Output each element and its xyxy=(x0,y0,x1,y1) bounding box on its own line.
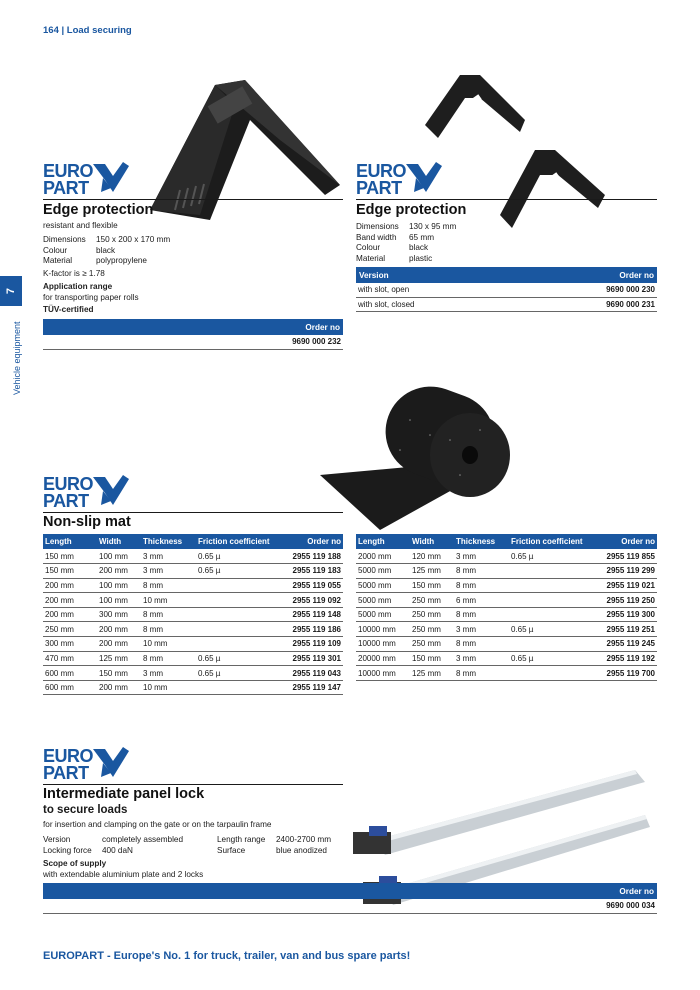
order-number: 2955 119 186 xyxy=(280,622,343,637)
logo-text-line2: PART xyxy=(356,178,402,198)
table-row[interactable] xyxy=(43,899,657,914)
spec-key: Dimensions xyxy=(43,235,86,244)
table-row[interactable] xyxy=(43,666,343,681)
edge2-title: Edge protection xyxy=(356,202,467,218)
logo-mark-icon xyxy=(91,473,131,509)
edge1-app-text: for transporting paper rolls xyxy=(43,293,139,302)
edge1-specs xyxy=(43,235,170,267)
order-table-header xyxy=(43,883,657,899)
table-cell: 125 mm xyxy=(410,666,454,681)
table-cell xyxy=(196,637,280,652)
logo-mark-icon xyxy=(91,160,131,196)
section-title: Load securing xyxy=(66,25,132,36)
order-header-label: Order no xyxy=(619,886,654,896)
edge2-order-table xyxy=(356,267,657,312)
order-number: 2955 119 301 xyxy=(280,651,343,666)
table-cell: 0.65 µ xyxy=(509,651,593,666)
lock-specs-right xyxy=(217,835,331,856)
table-cell xyxy=(509,637,593,652)
spec-key: Colour xyxy=(356,243,381,252)
version-cell: with slot, closed xyxy=(358,299,415,309)
table-cell: 0.65 µ xyxy=(509,622,593,637)
table-row[interactable] xyxy=(43,651,343,666)
order-number: 2955 119 245 xyxy=(593,637,657,652)
chapter-label-wrap xyxy=(10,315,24,405)
table-row[interactable] xyxy=(356,549,657,564)
edge1-subtitle: resistant and flexible xyxy=(43,221,118,230)
edge1-app-title: Application range xyxy=(43,282,113,291)
table-cell: 3 mm xyxy=(454,622,509,637)
table-cell: 5000 mm xyxy=(356,593,410,608)
table-row[interactable] xyxy=(356,298,657,313)
lock-subtitle: to secure loads xyxy=(43,804,128,816)
order-number: 2955 119 109 xyxy=(280,637,343,652)
table-cell: 8 mm xyxy=(141,578,196,593)
table-cell: 200 mm xyxy=(97,564,141,579)
order-header-label: Order no xyxy=(619,270,654,280)
spec-key: Length range xyxy=(217,835,266,844)
order-number: 2955 119 250 xyxy=(593,593,657,608)
table-cell: 125 mm xyxy=(97,651,141,666)
table-cell xyxy=(196,593,280,608)
table-cell: 8 mm xyxy=(141,622,196,637)
europart-logo xyxy=(43,745,138,785)
table-cell: 100 mm xyxy=(97,593,141,608)
logo-text-line2: PART xyxy=(43,763,89,783)
table-cell xyxy=(196,607,280,622)
order-number: 2955 119 855 xyxy=(593,549,657,564)
table-cell xyxy=(509,593,593,608)
table-cell: 8 mm xyxy=(141,607,196,622)
order-number: 9690 000 230 xyxy=(606,285,655,295)
table-cell: 3 mm xyxy=(141,549,196,564)
version-cell: with slot, open xyxy=(358,285,410,295)
europart-logo xyxy=(43,473,138,513)
table-row[interactable] xyxy=(356,283,657,298)
table-cell: 200 mm xyxy=(43,607,97,622)
table-cell: 10 mm xyxy=(141,637,196,652)
logo-text-line1: EURO xyxy=(43,474,94,494)
table-cell: 8 mm xyxy=(454,666,509,681)
spec-key: Material xyxy=(43,256,73,265)
table-cell: 120 mm xyxy=(410,549,454,564)
table-row[interactable] xyxy=(43,607,343,622)
mat-column-header: Thickness xyxy=(141,534,196,549)
table-cell: 150 mm xyxy=(410,578,454,593)
table-cell: 3 mm xyxy=(141,564,196,579)
table-cell: 3 mm xyxy=(454,549,509,564)
lock-title: Intermediate panel lock xyxy=(43,786,205,802)
spec-key: Band width xyxy=(356,232,397,242)
spec-key: Locking force xyxy=(43,845,92,855)
table-cell: 470 mm xyxy=(43,651,97,666)
order-number: 9690 000 232 xyxy=(292,337,341,347)
table-cell: 2000 mm xyxy=(356,549,410,564)
logo-text-line1: EURO xyxy=(43,161,94,181)
table-cell: 250 mm xyxy=(410,622,454,637)
table-row[interactable] xyxy=(43,622,343,637)
mat-column-header: Thickness xyxy=(454,534,509,549)
lock-scope-title: Scope of supply xyxy=(43,859,107,868)
table-cell: 600 mm xyxy=(43,680,97,695)
mat-column-header: Order no xyxy=(593,534,657,549)
spec-value: 65 mm xyxy=(409,232,435,242)
order-header-label: Order no xyxy=(305,322,340,332)
table-cell: 100 mm xyxy=(97,549,141,564)
mat-column-header: Friction coefficient xyxy=(196,534,280,549)
spec-value: completely assembled xyxy=(102,835,184,844)
spec-key: Version xyxy=(43,835,71,844)
logo-text-line2: PART xyxy=(43,178,89,198)
order-number: 2955 119 183 xyxy=(280,564,343,579)
table-row[interactable] xyxy=(356,593,657,608)
table-cell xyxy=(509,666,593,681)
order-number: 2955 119 700 xyxy=(593,666,657,681)
table-cell: 150 mm xyxy=(43,564,97,579)
spec-value: polypropylene xyxy=(96,256,147,265)
order-number: 2955 119 147 xyxy=(280,680,343,695)
table-cell xyxy=(196,680,280,695)
table-cell: 3 mm xyxy=(141,666,196,681)
table-cell: 250 mm xyxy=(410,607,454,622)
table-row[interactable] xyxy=(43,578,343,593)
table-cell xyxy=(196,622,280,637)
logo-text-line1: EURO xyxy=(356,161,407,181)
table-cell: 20000 mm xyxy=(356,651,410,666)
lock-order-table xyxy=(43,883,657,914)
table-row[interactable] xyxy=(43,593,343,608)
page-header: 164 | Load securing xyxy=(43,25,132,36)
table-row[interactable] xyxy=(356,622,657,637)
europart-logo xyxy=(356,160,451,200)
table-cell: 10000 mm xyxy=(356,637,410,652)
table-cell: 5000 mm xyxy=(356,578,410,593)
mat-title: Non-slip mat xyxy=(43,514,131,530)
order-table-header xyxy=(356,267,657,283)
spec-value: plastic xyxy=(409,253,433,263)
table-row[interactable] xyxy=(43,564,343,579)
table-row[interactable] xyxy=(356,607,657,622)
table-cell: 0.65 µ xyxy=(196,564,280,579)
table-cell: 10000 mm xyxy=(356,622,410,637)
table-cell: 3 mm xyxy=(454,651,509,666)
table-row[interactable] xyxy=(43,637,343,652)
lock-description: for insertion and clamping on the gate or on the tarpaulin frame xyxy=(43,820,272,829)
spec-value: blue anodized xyxy=(276,845,327,855)
order-number: 2955 119 188 xyxy=(280,549,343,564)
page-number: 164 xyxy=(43,25,59,36)
table-row[interactable] xyxy=(43,680,343,695)
lock-scope-text: with extendable aluminium plate and 2 locks xyxy=(43,870,204,879)
mat-table-left xyxy=(43,534,343,695)
order-number: 2955 119 300 xyxy=(593,607,657,622)
europart-logo xyxy=(43,160,138,200)
table-cell: 0.65 µ xyxy=(196,666,280,681)
table-row[interactable] xyxy=(356,564,657,579)
order-number: 2955 119 299 xyxy=(593,564,657,579)
chapter-label: Vehicle equipment xyxy=(12,321,22,395)
table-cell: 8 mm xyxy=(454,607,509,622)
table-cell: 5000 mm xyxy=(356,607,410,622)
spec-key: Colour xyxy=(43,245,68,255)
spec-value: black xyxy=(96,245,116,255)
table-cell: 8 mm xyxy=(454,564,509,579)
table-cell: 600 mm xyxy=(43,666,97,681)
table-cell: 100 mm xyxy=(97,578,141,593)
lock-specs-left xyxy=(43,835,183,856)
table-cell: 150 mm xyxy=(43,549,97,564)
table-cell: 250 mm xyxy=(410,593,454,608)
mat-column-header: Order no xyxy=(280,534,343,549)
table-row[interactable] xyxy=(43,549,343,564)
table-cell: 200 mm xyxy=(43,578,97,593)
order-number: 2955 119 192 xyxy=(593,651,657,666)
table-cell: 150 mm xyxy=(97,666,141,681)
footer-slogan: EUROPART - Europe's No. 1 for truck, trailer, van and bus spare parts! xyxy=(43,950,411,962)
table-cell: 10000 mm xyxy=(356,666,410,681)
table-cell: 300 mm xyxy=(43,637,97,652)
order-number: 2955 119 055 xyxy=(280,578,343,593)
edge1-cert: TÜV-certified xyxy=(43,305,94,314)
edge-protector-large-image xyxy=(140,60,350,220)
logo-mark-icon xyxy=(91,745,131,781)
table-cell: 200 mm xyxy=(43,593,97,608)
table-cell xyxy=(509,564,593,579)
table-cell: 6 mm xyxy=(454,593,509,608)
table-cell: 150 mm xyxy=(410,651,454,666)
table-cell: 300 mm xyxy=(97,607,141,622)
table-row[interactable] xyxy=(43,335,343,350)
table-cell: 0.65 µ xyxy=(196,651,280,666)
version-header: Version xyxy=(359,270,389,280)
table-cell xyxy=(509,578,593,593)
order-number: 2955 119 092 xyxy=(280,593,343,608)
table-cell: 8 mm xyxy=(454,637,509,652)
mat-column-header: Length xyxy=(43,534,97,549)
table-cell: 200 mm xyxy=(97,680,141,695)
order-table-header xyxy=(43,319,343,335)
order-number: 9690 000 231 xyxy=(606,299,655,309)
table-cell xyxy=(196,578,280,593)
spec-value: 400 daN xyxy=(102,845,133,855)
table-row[interactable] xyxy=(356,578,657,593)
table-cell: 125 mm xyxy=(410,564,454,579)
spec-key: Surface xyxy=(217,845,246,855)
table-row[interactable] xyxy=(356,666,657,681)
edge1-title: Edge protection xyxy=(43,202,154,218)
mat-column-header: Length xyxy=(356,534,410,549)
table-cell: 250 mm xyxy=(43,622,97,637)
non-slip-mat-image xyxy=(320,380,520,530)
table-cell: 0.65 µ xyxy=(196,549,280,564)
table-cell: 10 mm xyxy=(141,593,196,608)
table-cell: 0.65 µ xyxy=(509,549,593,564)
spec-value: black xyxy=(409,243,429,252)
chapter-tab[interactable] xyxy=(0,276,22,306)
table-cell: 200 mm xyxy=(97,637,141,652)
mat-column-header: Friction coefficient xyxy=(509,534,593,549)
spec-value: 150 x 200 x 170 mm xyxy=(96,235,171,244)
table-cell xyxy=(509,607,593,622)
order-number: 2955 119 043 xyxy=(280,666,343,681)
logo-mark-icon xyxy=(404,160,444,196)
table-cell: 8 mm xyxy=(141,651,196,666)
mat-column-header: Width xyxy=(410,534,454,549)
logo-text-line2: PART xyxy=(43,491,89,511)
spec-key: Material xyxy=(356,253,386,263)
order-number: 2955 119 148 xyxy=(280,607,343,622)
table-row[interactable] xyxy=(356,637,657,652)
edge1-kfactor: K-factor is ≥ 1.78 xyxy=(43,269,105,278)
table-cell: 10 mm xyxy=(141,680,196,695)
edge1-order-table xyxy=(43,319,343,350)
order-number: 9690 000 034 xyxy=(606,901,655,911)
order-number: 2955 119 251 xyxy=(593,622,657,637)
edge2-specs xyxy=(356,222,456,264)
table-row[interactable] xyxy=(356,651,657,666)
table-cell: 200 mm xyxy=(97,622,141,637)
mat-column-header: Width xyxy=(97,534,141,549)
spec-value: 2400-2700 mm xyxy=(276,835,332,844)
logo-text-line1: EURO xyxy=(43,746,94,766)
table-cell: 5000 mm xyxy=(356,564,410,579)
order-number: 2955 119 021 xyxy=(593,578,657,593)
table-cell: 8 mm xyxy=(454,578,509,593)
spec-value: 130 x 95 mm xyxy=(409,222,457,231)
chapter-number: 7 xyxy=(5,287,17,295)
mat-table-right xyxy=(356,534,657,681)
spec-key: Dimensions xyxy=(356,222,399,231)
table-cell: 250 mm xyxy=(410,637,454,652)
